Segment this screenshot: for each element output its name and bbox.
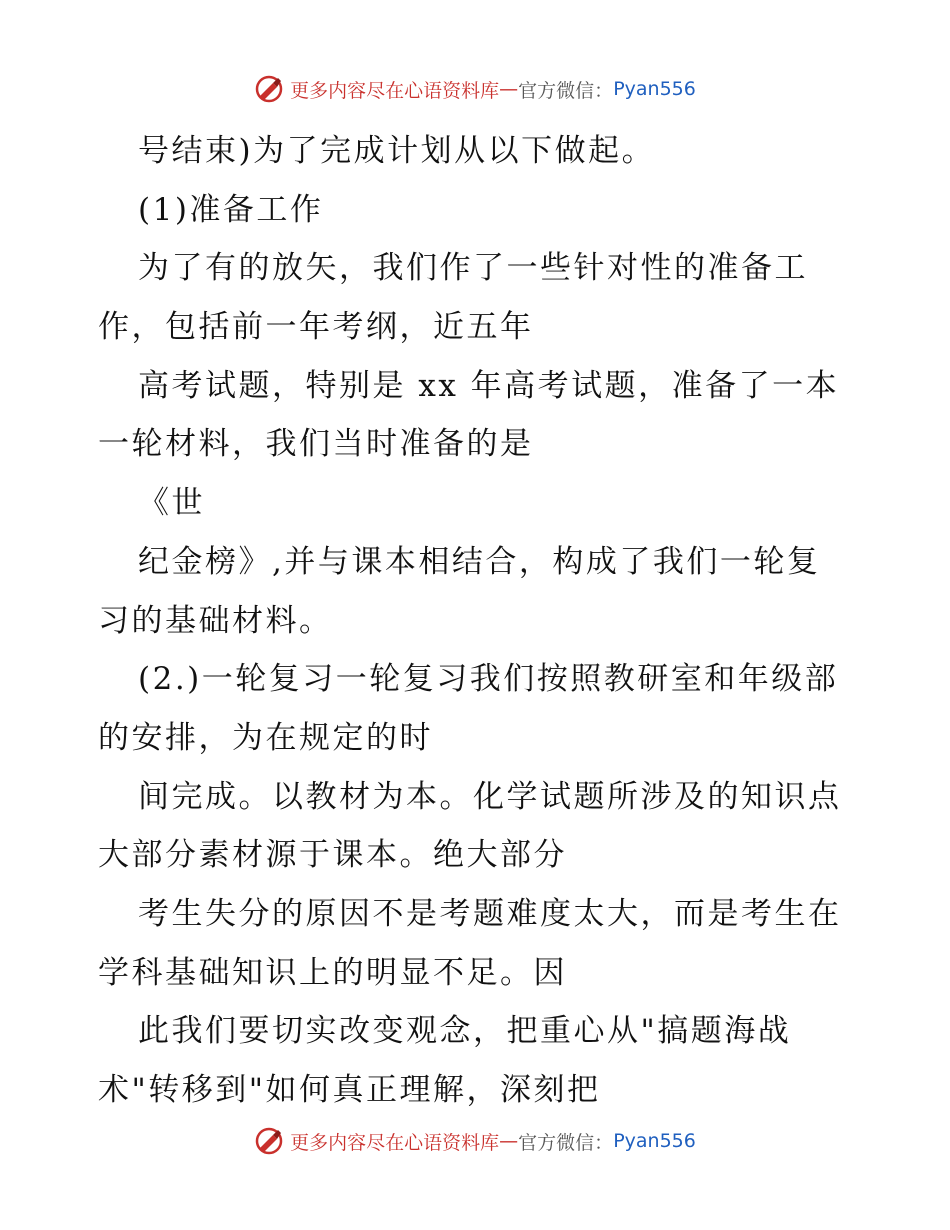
text-line: 的安排，为在规定的时 bbox=[98, 719, 433, 756]
text-line: 此我们要切实改变观念，把重心从"搞题海战 bbox=[138, 1013, 792, 1050]
text-line: 《世 bbox=[138, 485, 205, 522]
text-line: 为了有的放矢，我们作了一些针对性的准备工 bbox=[138, 250, 808, 287]
banner-dash: — bbox=[499, 78, 519, 100]
header-banner bbox=[0, 72, 950, 106]
text-line: 一轮材料，我们当时准备的是 bbox=[98, 426, 534, 463]
text-line: 术"转移到"如何真正理解，深刻把 bbox=[98, 1072, 601, 1108]
text-line: 纪金榜》,并与课本相结合，构成了我们一轮复 bbox=[138, 543, 821, 580]
text-line: 大部分素材源于课本。绝大部分 bbox=[98, 837, 567, 874]
pen-logo-icon bbox=[254, 74, 284, 104]
text-line: (1)准备工作 bbox=[138, 191, 324, 228]
banner-official-label: 官方微信 bbox=[518, 79, 595, 102]
text-line: 考生失分的原因不是考题难度太大，而是考生在 bbox=[138, 895, 842, 932]
banner-dash: — bbox=[499, 1130, 519, 1152]
banner-title: 更多内容尽在心语资料库 bbox=[290, 79, 500, 102]
banner-separator: ： bbox=[594, 1131, 614, 1154]
document-body bbox=[98, 122, 858, 1120]
text-line: 学科基础知识上的明显不足。因 bbox=[98, 954, 567, 991]
pen-logo-icon bbox=[254, 1126, 284, 1156]
text-line: 习的基础材料。 bbox=[98, 602, 333, 639]
text-line: 号结束)为了完成计划从以下做起。 bbox=[138, 133, 656, 169]
banner-wechat-id: Pyan556 bbox=[613, 1130, 696, 1152]
text-line: 高考试题，特别是 xx 年高考试题，准备了一本 bbox=[138, 367, 840, 404]
banner-title: 更多内容尽在心语资料库 bbox=[290, 1131, 500, 1154]
banner-wechat-id: Pyan556 bbox=[613, 78, 696, 100]
text-line: (2.)一轮复习一轮复习我们按照教研室和年级部 bbox=[138, 661, 839, 698]
footer-banner bbox=[0, 1124, 950, 1158]
text-line: 间完成。以教材为本。化学试题所涉及的知识点 bbox=[138, 778, 842, 815]
banner-separator: ： bbox=[594, 79, 614, 102]
text-line: 作，包括前一年考纲，近五年 bbox=[98, 309, 534, 346]
banner-official-label: 官方微信 bbox=[518, 1131, 595, 1154]
